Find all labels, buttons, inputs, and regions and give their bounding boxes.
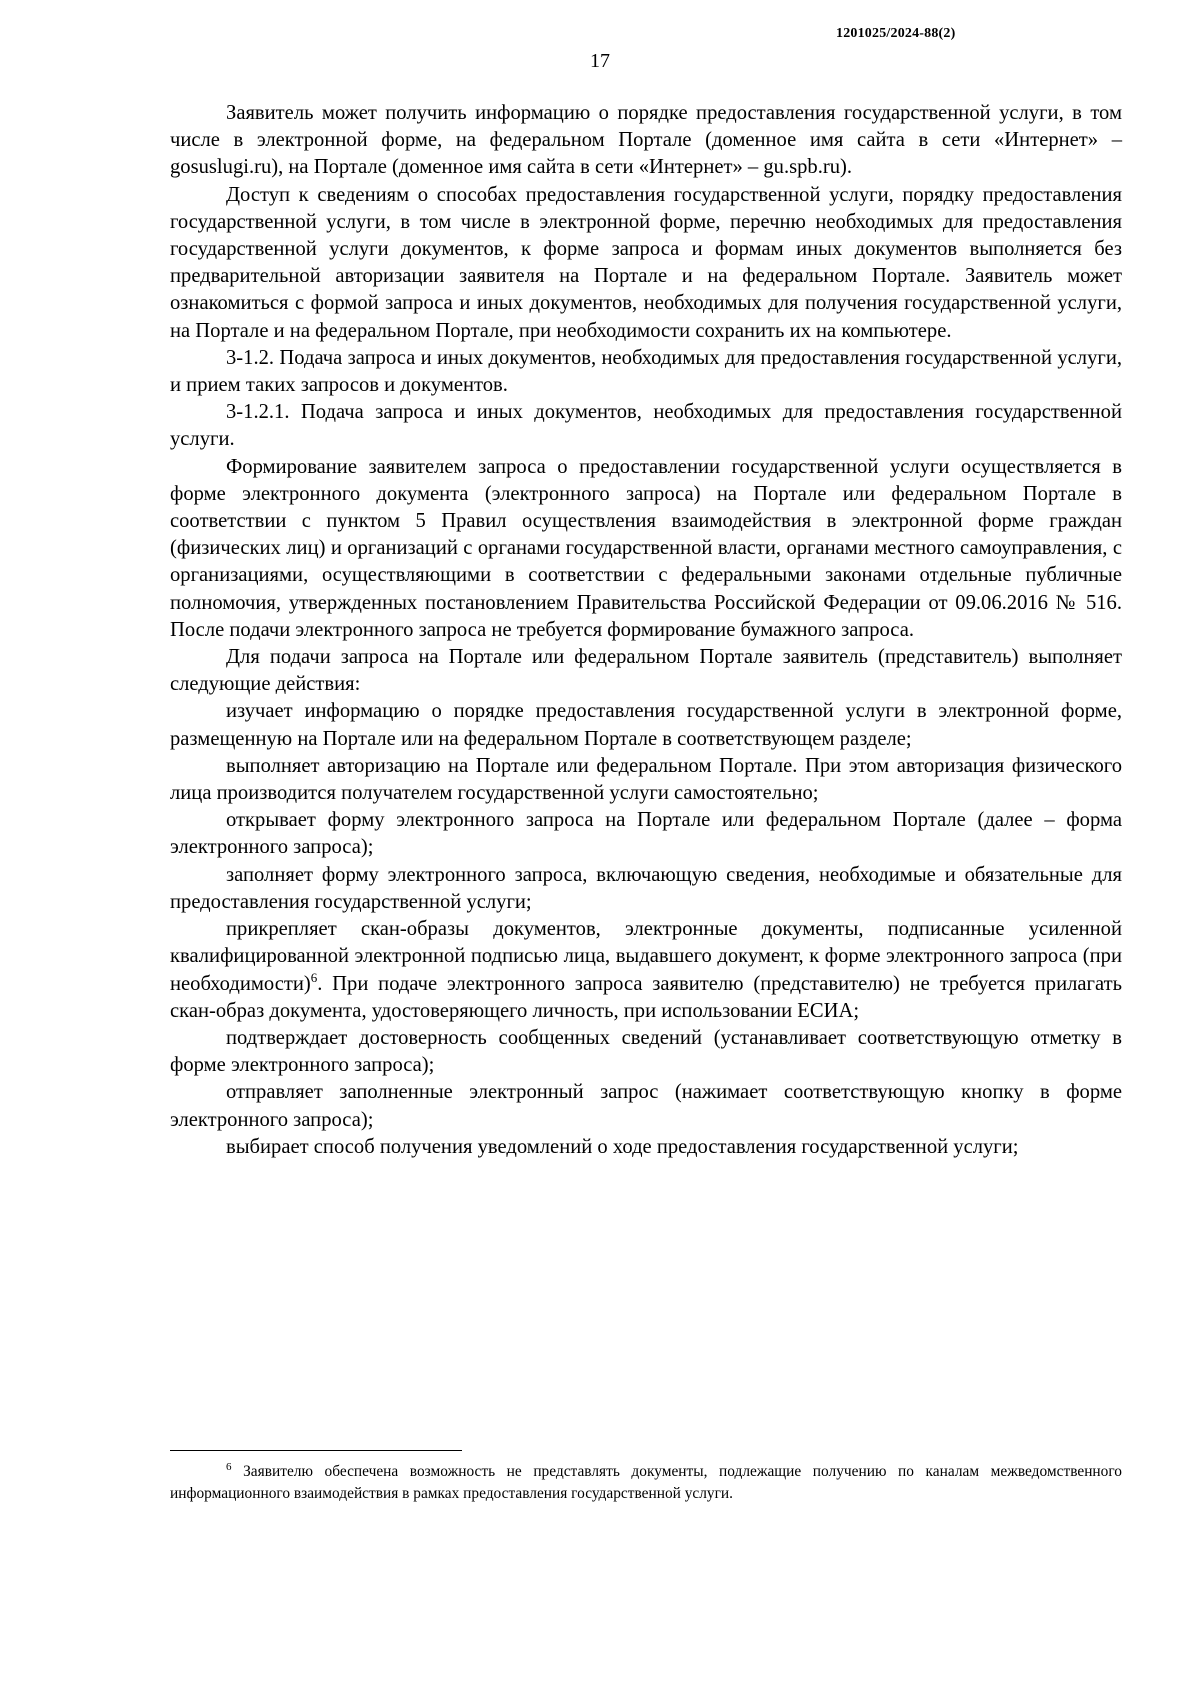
list-item: заполняет форму электронного запроса, включающую сведения, необходимые и обязательные для предоставления государственной услуги;: [170, 863, 1122, 913]
paragraph: Формирование заявителем запроса о предоставлении государственной услуги осуществляется в форме электронного документа (электронного запроса) на Портале или федеральном Портале в соответствии с пунктом 5 Правил осуществления взаимодействия в электронной форме граждан (физических лиц) и организаций с органами государственной власти, органами местного самоуправления, с организациями, осуществляющими в соответствии с федеральными законами отдельные публичные полномочия, утвержденных постановлением Правительства Российской Федерации от 09.06.2016 № 516. После подачи электронного запроса не требуется формирование бумажного запроса.: [170, 455, 1122, 641]
list-item: подтверждает достоверность сообщенных сведений (устанавливает соответствующую отметку в форме электронного запроса);: [170, 1026, 1122, 1077]
list-item-text: . При подаче электронного запроса заявителю (представителю) не требуется прилагать скан-образ документа, удостоверяющего личность, при использовании ЕСИА;: [170, 972, 1122, 1022]
list-item: выбирает способ получения уведомлений о ходе предоставления государственной услуги;: [226, 1135, 1019, 1158]
paragraph: 3-1.2.1. Подача запроса и иных документов, необходимых для предоставления государственной услуги.: [170, 401, 1122, 451]
footnote-reference[interactable]: 6: [310, 969, 318, 985]
paragraph: Заявитель может получить информацию о порядке предоставления государственной услуги, в том числе в электронной форме, на федеральном Портале (доменное имя сайта в сети «Интернет» – gosuslugi.ru), на Портале (доменное имя сайта в сети «Интернет» – gu.spb.ru).: [170, 102, 1122, 179]
paragraph: 3-1.2. Подача запроса и иных документов, необходимых для предоставления государственной услуги, и прием таких запросов и документов.: [170, 346, 1122, 397]
list-item: открывает форму электронного запроса на Портале или федеральном Портале (далее – форма электронного запроса);: [170, 809, 1122, 859]
footnote-text: Заявителю обеспечена возможность не представлять документы, подлежащие получению по каналам межведомственного информационного взаимодействия в рамках предоставления государственной услуги.: [170, 1463, 1122, 1502]
footnote: [170, 1461, 1122, 1505]
paragraph: Для подачи запроса на Портале или федеральном Портале заявитель (представитель) выполняет следующие действия:: [170, 646, 1122, 696]
doc-number: 1201025/2024-88(2): [836, 26, 956, 41]
paragraph: Доступ к сведениям о способах предоставления государственной услуги, порядку предоставления государственной услуги, в том числе в электронной форме, перечню необходимых для предоставления государственной услуги документов, к форме запроса и формам иных документов выполняется без предварительной авторизации заявителя на Портале и на федеральном Портале. Заявитель может ознакомиться с формой запроса и иных документов, необходимых для получения государственной услуги, на Портале и на федеральном Портале, при необходимости сохранить их на компьютере.: [170, 183, 1122, 342]
list-item: изучает информацию о порядке предоставления государственной услуги в электронной форме, размещенную на Портале или на федеральном Портале в соответствующем разделе;: [170, 700, 1122, 750]
footnote-separator: [170, 1450, 462, 1451]
footnote-marker: 6: [226, 1460, 232, 1473]
page-number: 17: [590, 50, 610, 72]
list-item: выполняет авторизацию на Портале или федеральном Портале. При этом авторизация физического лица производится получателем государственной услуги самостоятельно;: [170, 754, 1122, 805]
list-item: отправляет заполненные электронный запрос (нажимает соответствующую кнопку в форме электронного запроса);: [170, 1081, 1122, 1131]
list-item-text: прикрепляет скан-образы документов, электронные документы, подписанные усиленной квалифицированной электронной подписью лица, выдавшего документ, к форме электронного запроса (при необходимости): [170, 918, 1122, 995]
list-item: [170, 916, 1122, 1025]
body-text: [170, 100, 1122, 1161]
